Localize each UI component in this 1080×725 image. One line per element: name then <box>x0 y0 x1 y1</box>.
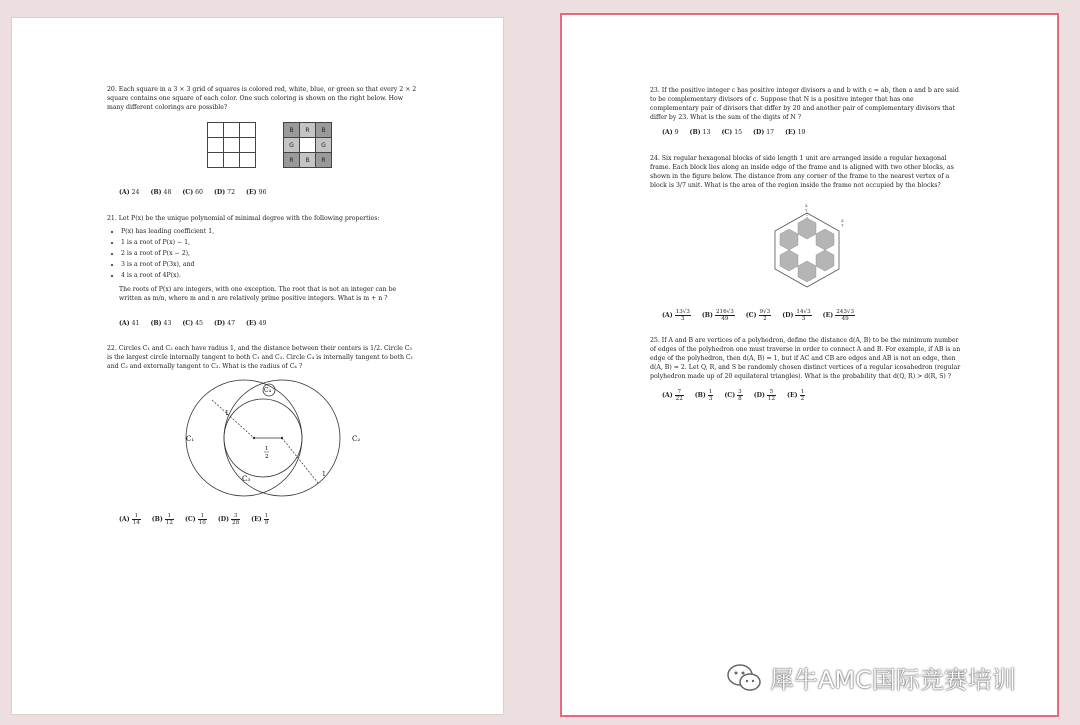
watermark-text: 犀牛AMC国际竞赛培训 <box>770 666 1016 694</box>
question-25-choices <box>662 389 814 402</box>
question-20-text: 20. Each square in a 3 × 3 grid of squares is colored red, white, blue, or green so that every 2 × 2 square contains one square of each color. One such coloring is shown on the right below. How many different colorings are possible? <box>107 86 417 111</box>
label-top-num: 3 <box>805 203 808 208</box>
hex-block <box>816 229 834 250</box>
circles-figure <box>172 378 372 508</box>
question-23 <box>650 86 962 122</box>
choice: (D) $\frac{5}{12}$ <box>753 389 776 402</box>
choice: (C) 15 <box>721 129 743 136</box>
label-c3: C₃ <box>242 475 251 483</box>
grid-cell: R <box>300 123 316 138</box>
label-side-num: 3 <box>841 218 844 223</box>
choice: (D) $\frac{3}{28}$ <box>217 513 240 526</box>
grid-cell: B <box>284 123 300 138</box>
grid-cell <box>300 138 316 153</box>
list-item: • 1 is a root of P(x) − 1, <box>121 237 419 248</box>
choice: (B) 13 <box>689 129 711 136</box>
grid-cell: R <box>316 153 332 168</box>
question-21-intro: 21. Let P(x) be the unique polynomial of minimal degree with the following properties: <box>107 215 380 222</box>
question-23-text: 23. If the positive integer c has positive integer divisors a and b with c = ab, then a and b are said to be complementary divisors of c. Suppose that N is a positive integer that has one complementary pair of divisors that differ by 20 and another pair of complementary divisors that differ by 23. What is the sum of the digits of N ? <box>650 87 959 121</box>
empty-grid <box>207 122 256 168</box>
hex-block <box>780 250 798 271</box>
choice: (B) 48 <box>150 189 172 196</box>
choice: (C) $\frac{1}{10}$ <box>184 513 206 526</box>
choice: (E) $\frac{243√3}{49}$ <box>822 309 855 322</box>
question-20-choices <box>119 189 275 196</box>
left-page <box>11 17 504 715</box>
choice: (B) 43 <box>150 320 172 327</box>
choice: (A) 24 <box>119 189 140 196</box>
choice: (A) $\frac{7}{22}$ <box>662 389 683 402</box>
choice: (C) 45 <box>182 320 203 327</box>
choice: (E) $\frac{1}{9}$ <box>251 513 269 526</box>
choice: (E) 96 <box>246 189 267 196</box>
choice: (A) $\frac{1}{14}$ <box>119 513 140 526</box>
grid-cell: B <box>316 123 332 138</box>
question-22-text: 22. Circles C₁ and C₂ each have radius 1, and the distance between their centers is 1/2. Circle C₃ is the largest circle internally tangent to both C₁ and C₂. Circle C₄ is internally tangent to both C₁ and C₂ and externally tangent to C₃. What is the radius of C₄ ? <box>107 345 414 370</box>
question-22-choices <box>119 513 278 526</box>
choice: (A) $\frac{13√3}{3}$ <box>662 309 690 322</box>
property-list <box>107 226 419 281</box>
label-half-num: 1 <box>265 446 269 452</box>
list-item: • P(x) has leading coefficient 1, <box>121 226 419 237</box>
grid-cell: B <box>300 153 316 168</box>
center-point <box>281 437 283 439</box>
choice: (C) 60 <box>182 189 203 196</box>
grid-cell: G <box>316 138 332 153</box>
choice: (E) $\frac{1}{2}$ <box>787 389 805 402</box>
label-one: 1 <box>322 471 326 478</box>
label-side-den: 7 <box>841 223 844 228</box>
choice: (C) $\frac{9√3}{2}$ <box>745 309 771 322</box>
right-page <box>560 13 1059 717</box>
grid-cell: R <box>284 153 300 168</box>
choice: (B) $\frac{1}{3}$ <box>694 389 713 402</box>
colored-grid <box>283 122 332 168</box>
watermark <box>726 660 1016 695</box>
label-c4: C₄ <box>264 387 271 394</box>
choice: (C) $\frac{3}{8}$ <box>724 389 742 402</box>
label-c1: C₁ <box>186 435 195 443</box>
choice: (A) 9 <box>662 129 679 136</box>
choice: (E) 49 <box>246 320 267 327</box>
choice: (D) $\frac{14√3}{3}$ <box>782 309 811 322</box>
list-item: • 2 is a root of P(x − 2), <box>121 248 419 259</box>
question-21-body: The roots of P(x) are integers, with one exception. The root that is not an integer can be written as m/n, where m and n are relatively prime positive integers. What is m + n ? <box>119 286 397 302</box>
hexagon-figure <box>767 203 857 293</box>
question-22 <box>107 344 419 371</box>
choice: (D) 72 <box>213 189 236 196</box>
question-25-text: 25. If A and B are vertices of a polyhedron, define the distance d(A, B) to be the minimum number of edges of the polyhedron one must traverse in order to connect A and B. For example, if AB is an edge of the polyhedron, then d(A, B) = 1, but if AC and CB are edges and AB is not an edge, then d(A, B) = 2. Let Q, R, and S be randomly chosen distinct vertices of a regular icosahedron (regular polyhedron made up of 20 equilateral triangles). What is the probability that d(Q, R) > d(R, S) ? <box>650 337 961 380</box>
question-21-choices <box>119 320 275 327</box>
radius-line <box>212 400 254 438</box>
grid-cell: G <box>284 138 300 153</box>
question-20 <box>107 85 419 112</box>
question-24-text: 24. Six regular hexagonal blocks of side length 1 unit are arranged inside a regular hexagonal frame. Each block lies along an inside edge of the frame and is aligned with two other blocks, as shown in the figure below. The distance from any corner of the frame to the nearest vertex of a block is 3/7 unit. What is the area of the region inside the frame not occupied by the blocks? <box>650 155 954 189</box>
question-23-choices <box>662 129 815 136</box>
hex-block <box>798 261 816 282</box>
question-21 <box>107 214 419 303</box>
question-24 <box>650 154 962 190</box>
choice: (E) 19 <box>785 129 806 136</box>
label-c2: C₂ <box>352 435 361 443</box>
choice: (D) 47 <box>213 320 236 327</box>
choice: (D) 17 <box>753 129 775 136</box>
choice: (B) $\frac{216√3}{49}$ <box>701 309 734 322</box>
question-24-choices <box>662 309 864 322</box>
label-one: 1 <box>225 410 229 417</box>
label-top-den: 7 <box>805 208 808 213</box>
wechat-icon <box>726 663 762 693</box>
hex-block <box>816 250 834 271</box>
label-half-den: 2 <box>265 454 269 460</box>
choice: (B) $\frac{1}{12}$ <box>151 513 173 526</box>
list-item: • 3 is a root of P(3x), and <box>121 259 419 270</box>
choice: (A) 41 <box>119 320 140 327</box>
center-point <box>253 437 255 439</box>
hex-block <box>780 229 798 250</box>
list-item: • 4 is a root of 4P(x). <box>121 270 419 281</box>
question-25 <box>650 336 962 381</box>
hex-block <box>798 218 816 239</box>
